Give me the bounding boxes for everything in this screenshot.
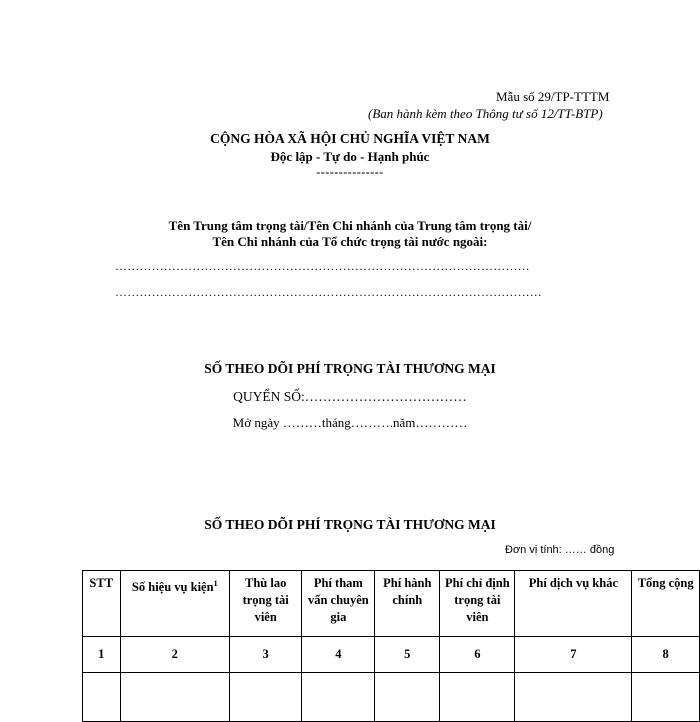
organization-label-line-1: Tên Trung tâm trọng tài/Tên Chi nhánh của Trung tâm trọng tài/ [168,218,532,233]
column-number: 3 [230,637,302,673]
header-arbitrator-appointment-fee: Phí chỉ định trọng tài viên [440,571,515,637]
organization-fill-line-1: ………………………………………………………………………………………… [115,259,530,273]
header-arbitrator-remuneration: Thù lao trọng tài viên [230,571,302,637]
header-other-service-fee: Phí dịch vụ khác [515,571,632,637]
motto: Độc lập - Tự do - Hạnh phúc [270,149,430,164]
column-number: 2 [120,637,230,673]
table-title: SỐ THEO DÕI PHÍ TRỌNG TÀI THƯƠNG MẠI [204,517,496,532]
header-total: Tổng cộng [632,571,700,637]
header-stt: STT [83,571,121,637]
table-cell[interactable] [375,673,440,722]
column-number: 6 [440,637,515,673]
header-administrative-fee: Phí hành chính [375,571,440,637]
table-cell[interactable] [515,673,632,722]
column-number-row [83,637,700,673]
column-number: 7 [515,637,632,673]
opened-date-line: Mở ngày ………tháng……….năm………… [232,415,468,430]
column-number: 1 [83,637,121,673]
country-heading: CỘNG HÒA XÃ HỘI CHỦ NGHĨA VIỆT NAM [210,131,490,146]
form-number: Mẫu số 29/TP-TTTM [496,89,610,104]
table-cell[interactable] [230,673,302,722]
column-number: 4 [302,637,375,673]
header-case-number: Số hiệu vụ kiện$^1$ [120,571,230,637]
organization-fill-line-2: …………………………………………………………………………………………… [115,285,542,299]
issuance-note: (Ban hành kèm theo Thông tư số 12/TT-BTP) [368,106,603,121]
table-cell[interactable] [632,673,700,722]
heading-divider: --------------- [316,165,384,179]
column-number: 8 [632,637,700,673]
table-cell[interactable] [83,673,121,722]
table-row [83,673,700,722]
table-cell[interactable] [302,673,375,722]
footnote-mark: 1 [213,579,218,588]
header-expert-consultation-fee: Phí tham vấn chuyên gia [302,571,375,637]
book-title: SỐ THEO DÕI PHÍ TRỌNG TÀI THƯƠNG MẠI [204,361,496,376]
organization-label-line-2: Tên Chi nhánh của Tổ chức trọng tài nước ngoài: [212,234,488,249]
column-number: 5 [375,637,440,673]
table-header-row [83,571,700,637]
volume-number-line: QUYỂN SỐ:……………………………… [233,389,467,404]
currency-unit-note: Đơn vị tính: …… đồng [505,544,615,556]
fee-tracking-table [82,570,700,722]
table-cell[interactable] [440,673,515,722]
table-cell[interactable] [120,673,230,722]
